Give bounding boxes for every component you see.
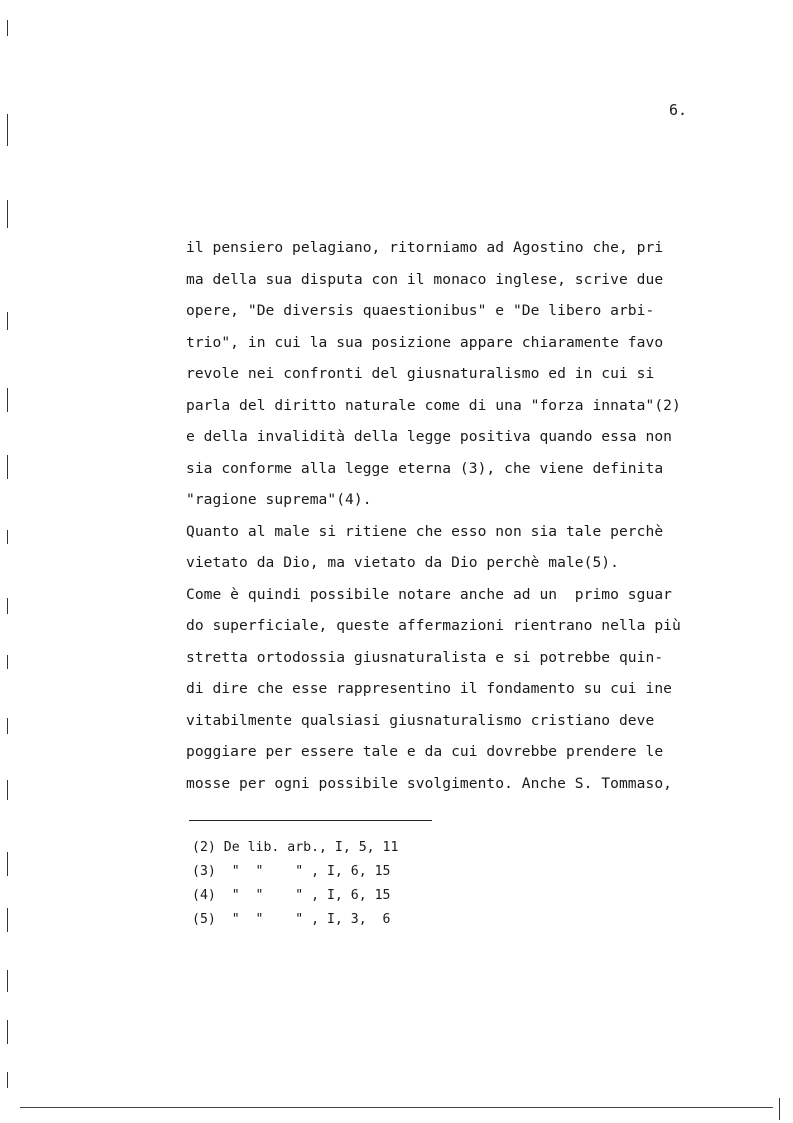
scan-margin-mark xyxy=(7,598,8,614)
scan-bottom-line xyxy=(20,1107,773,1108)
scan-margin-mark xyxy=(7,908,8,932)
scan-margin-mark xyxy=(7,970,8,992)
text-line: poggiare per essere tale e da cui dovrebbe prendere le xyxy=(186,743,664,760)
scan-margin-mark xyxy=(7,388,8,412)
scan-margin-mark xyxy=(7,780,8,800)
text-line: parla del diritto naturale come di una "forza innata"(2) xyxy=(186,396,681,414)
text-line: "ragione suprema"(4). xyxy=(186,491,372,508)
scan-margin-mark xyxy=(7,530,8,544)
text-line: stretta ortodossia giusnaturalista e si potrebbe quin- xyxy=(186,648,664,666)
scan-margin-mark xyxy=(7,20,8,36)
scan-margin-mark xyxy=(7,312,8,330)
footnote: (5) " " " , I, 3, 6 xyxy=(192,912,391,927)
text-line: sia conforme alla legge eterna (3), che viene definita xyxy=(186,459,664,477)
scan-margin-mark xyxy=(7,455,8,479)
body-text xyxy=(186,232,746,799)
scan-margin-mark xyxy=(7,114,8,146)
text-line: trio", in cui la sua posizione appare chiaramente favo xyxy=(186,333,664,351)
scan-margin-mark xyxy=(7,718,8,734)
page-number: 6. xyxy=(669,101,688,119)
scan-margin-mark xyxy=(7,1020,8,1044)
text-line: revole nei confronti del giusnaturalismo ed in cui si xyxy=(186,365,655,382)
text-line: di dire che esse rappresentino il fondamento su cui ine xyxy=(186,680,672,697)
text-line: ma della sua disputa con il monaco inglese, scrive due xyxy=(186,270,664,288)
scan-corner-mark xyxy=(779,1098,780,1120)
text-line: mosse per ogni possibile svolgimento. Anche S. Tommaso, xyxy=(186,774,672,792)
footnote-rule xyxy=(189,820,432,821)
text-line: do superficiale, queste affermazioni rientrano nella più xyxy=(186,617,681,634)
footnote: (2) De lib. arb., I, 5, 11 xyxy=(192,840,399,855)
text-line: Quanto al male si ritiene che esso non sia tale perchè xyxy=(186,522,664,540)
text-line: opere, "De diversis quaestionibus" e "De libero arbi- xyxy=(186,302,655,319)
scan-margin-mark xyxy=(7,852,8,876)
footnote: (4) " " " , I, 6, 15 xyxy=(192,888,391,903)
text-line: il pensiero pelagiano, ritorniamo ad Agostino che, pri xyxy=(186,239,664,256)
scan-margin-mark xyxy=(7,1072,8,1088)
text-line: vietato da Dio, ma vietato da Dio perchè male(5). xyxy=(186,554,619,571)
text-line: e della invalidità della legge positiva quando essa non xyxy=(186,428,672,445)
footnotes xyxy=(192,836,398,932)
scan-margin-mark xyxy=(7,200,8,228)
text-line: Come è quindi possibile notare anche ad un primo sguar xyxy=(186,585,672,603)
text-line: vitabilmente qualsiasi giusnaturalismo cristiano deve xyxy=(186,711,655,729)
scan-margin-mark xyxy=(7,655,8,669)
footnote: (3) " " " , I, 6, 15 xyxy=(192,864,391,879)
